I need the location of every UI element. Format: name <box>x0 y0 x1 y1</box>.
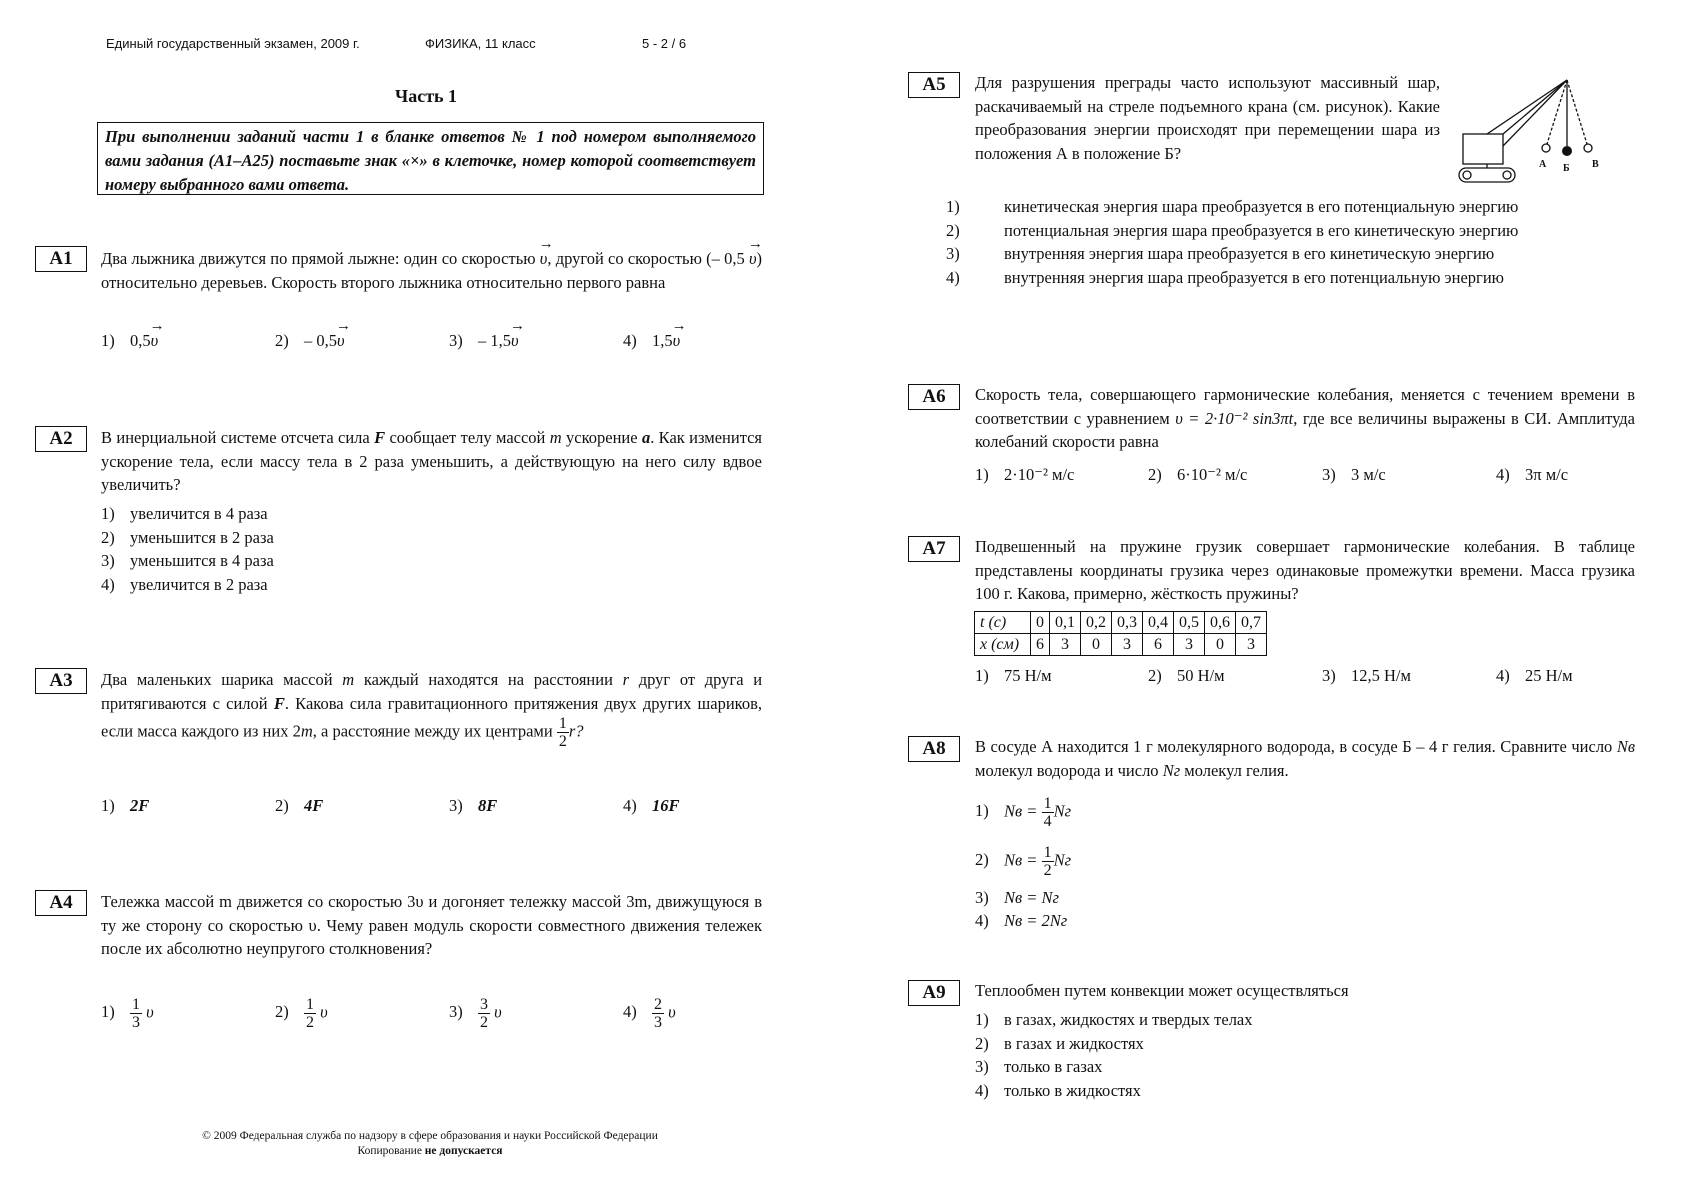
table-cell: 3 <box>1236 634 1267 656</box>
task-label-a3: A3 <box>35 668 87 694</box>
a1-option-4[interactable]: 4) 1,5→ υ <box>623 329 680 353</box>
a6-option-3[interactable]: 3) 3 м/с <box>1322 465 1386 484</box>
header-page: 5 - 2 / 6 <box>642 36 687 51</box>
a4-option-2[interactable]: 2) $\frac{1}{2}$ υ <box>275 996 328 1031</box>
a1-option-4-text: 1,5 <box>652 331 673 350</box>
a5-option-2-text: потенциальная энергия шара преобразуется в его кинетическую энергию <box>1004 220 1519 240</box>
velocity-symbol: υ <box>320 1002 328 1022</box>
a3-text-1: Два маленьких шарика массой <box>101 670 333 689</box>
a2-option-2[interactable]: 2) уменьшится в 2 раза <box>101 527 274 547</box>
a2-option-3-text: уменьшится в 4 раза <box>130 551 274 570</box>
a9-option-1-text: в газах, жидкостях и твердых телах <box>1004 1010 1253 1029</box>
a7-option-1[interactable]: 1) 75 Н/м <box>975 666 1052 685</box>
a1-option-1[interactable]: 1) 0,5→ υ <box>101 329 158 353</box>
hydrogen-count-symbol: Nв <box>1616 737 1636 756</box>
a5-option-3-text: внутренняя энергия шара преобразуется в его кинетическую энергию <box>1004 244 1495 263</box>
table-row <box>975 612 1267 634</box>
a1-option-2-text: – 0,5 <box>304 331 337 350</box>
a6-option-4-text: 3π м/с <box>1525 465 1569 484</box>
table-cell: 0 <box>1031 612 1050 634</box>
table-cell: 0,1 <box>1050 612 1081 634</box>
a3-option-4[interactable]: 4) 16F <box>623 796 680 815</box>
a5-option-3[interactable]: 3) внутренняя энергия шара преобразуется в его кинетическую энергию <box>946 244 1495 263</box>
fraction-numerator: 1 <box>306 996 314 1013</box>
a2-text-2: сообщает телу массой <box>389 428 546 447</box>
a9-option-3[interactable]: 3) только в газах <box>975 1057 1103 1076</box>
velocity-vector: → υ <box>673 329 681 353</box>
question-a8-text <box>975 735 1635 782</box>
a1-option-3[interactable]: 3) – 1,5→ υ <box>449 329 519 353</box>
task-label-a6: A6 <box>908 384 960 410</box>
a3-option-3-text: 8F <box>478 796 498 815</box>
fraction-numerator: 2 <box>654 996 662 1013</box>
task-label-a9: A9 <box>908 980 960 1006</box>
question-a1-text <box>101 247 762 294</box>
question-a7-text: Подвешенный на пружине грузик совершает гармонические колебания. В таблице представлены координаты грузика через одинаковые промежутки времени. Масса грузика 100 г. Какова, примерно, жёсткость пружины? <box>975 537 1635 603</box>
a1-option-2[interactable]: 2) – 0,5→ υ <box>275 329 345 353</box>
a7-option-3-text: 12,5 Н/м <box>1351 666 1411 685</box>
a9-option-2-text: в газах и жидкостях <box>1004 1033 1144 1053</box>
velocity-symbol: υ <box>668 1002 676 1022</box>
ball-a <box>1542 144 1550 152</box>
table-cell: 3 <box>1112 634 1143 656</box>
table-cell: 6 <box>1143 634 1174 656</box>
a6-option-2-text: 6·10⁻² м/с <box>1177 465 1248 484</box>
a2-text-3: ускорение <box>566 428 638 447</box>
ball-v <box>1584 144 1592 152</box>
a5-option-4[interactable]: 4) внутренняя энергия шара преобразуется в его потенциальную энергию <box>946 267 1504 287</box>
figure-label-v: В <box>1592 159 1599 170</box>
table-cell: 0,7 <box>1236 612 1267 634</box>
a8-option-4[interactable]: 4) Nв = 2Nг <box>975 911 1068 930</box>
header-exam: Единый государственный экзамен, 2009 г. <box>106 36 360 51</box>
velocity-equation: υ = 2·10⁻² sin3πt <box>1175 408 1294 428</box>
a8-text-1: В сосуде А находится 1 г молекулярного водорода, в сосуде Б – 4 г гелия. Сравните число <box>975 737 1613 756</box>
a8-text-3: молекул гелия. <box>1184 760 1289 780</box>
mass-symbol: m <box>342 670 355 689</box>
track-wheel <box>1503 171 1511 179</box>
question-a6-text <box>975 383 1635 454</box>
a3-option-2-text: 4F <box>304 796 324 815</box>
a6-text-1: Скорость тела, совершающего гармонические колебания, меняется с течением времени в соответствии с уравнением <box>975 385 1635 428</box>
table-row <box>975 634 1267 656</box>
a8-text-2: молекул водорода и число <box>975 760 1159 780</box>
a9-option-4[interactable]: 4) только в жидкостях <box>975 1080 1141 1100</box>
a3-option-4-text: 16F <box>652 796 680 815</box>
task-label-a5: A5 <box>908 72 960 98</box>
a5-option-1[interactable]: 1) кинетическая энергия шара преобразуется в его потенциальную энергию <box>946 197 1519 216</box>
a3-tail: r? <box>568 721 584 741</box>
mass-symbol: m <box>300 721 313 741</box>
fraction-numerator: 3 <box>480 996 488 1013</box>
velocity-vector: → υ <box>337 329 345 353</box>
a1-text-1: Два лыжника движутся по прямой лыжне: один со скоростью <box>101 249 536 268</box>
footer <box>170 1129 690 1159</box>
fraction <box>557 715 569 750</box>
boom-line <box>1503 80 1567 146</box>
helium-count-symbol: Nг <box>1162 760 1181 780</box>
a2-option-1-text: увеличится в 4 раза <box>130 504 268 523</box>
distance-symbol: r <box>622 670 630 689</box>
crane-track <box>1459 168 1515 182</box>
question-a9-text: Теплообмен путем конвекции может осуществляться <box>975 981 1349 1000</box>
footer-copy-note <box>170 1144 690 1159</box>
a8-option-3[interactable]: 3) Nв = Nг <box>975 888 1059 907</box>
table-cell: 0,4 <box>1143 612 1174 634</box>
figure-label-a: А <box>1539 159 1547 170</box>
fraction-denominator: 3 <box>132 1014 140 1031</box>
velocity-vector: → υ <box>151 329 159 353</box>
a9-option-3-text: только в газах <box>1004 1057 1103 1076</box>
velocity-vector: → υ <box>749 247 757 271</box>
task-label-a1: A1 <box>35 246 87 272</box>
a7-option-1-text: 75 Н/м <box>1004 666 1052 685</box>
table-cell: 0 <box>1205 634 1236 656</box>
a2-text-1: В инерциальной системе отсчета сила <box>101 428 370 447</box>
part-title: Часть 1 <box>395 86 458 106</box>
velocity-vector: → υ <box>540 247 548 271</box>
a2-text-4: . Как изменится ускорение тела, если массу тела в 2 раза уменьшить, а действующую на него силу вдвое увеличить? <box>101 428 763 494</box>
coordinate-table <box>974 611 1267 656</box>
a2-option-2-text: уменьшится в 2 раза <box>130 527 274 547</box>
table-cell: 0 <box>1081 634 1112 656</box>
mass-symbol: m <box>549 428 562 447</box>
ball-b <box>1562 146 1572 156</box>
a3-text-5: , а расстояние между их центрами <box>312 721 553 741</box>
a9-options <box>975 1008 1253 1102</box>
table-cell: 3 <box>1050 634 1081 656</box>
a4-option-4[interactable]: 4) $\frac{2}{3}$ υ <box>623 996 676 1031</box>
a8-option-1-lhs: Nв = <box>1004 801 1038 821</box>
a8-option-1[interactable]: 1) Nв = $\frac{1}{4}$ Nг <box>975 795 1072 830</box>
table-cell: 3 <box>1174 634 1205 656</box>
a1-option-3-text: – 1,5 <box>478 331 511 350</box>
a3-option-3[interactable]: 3) 8F <box>449 796 498 815</box>
a7-option-4[interactable]: 4) 25 Н/м <box>1496 666 1573 685</box>
a8-option-2-rhs: Nг <box>1053 850 1072 870</box>
question-a5-text: Для разрушения преграды часто используют массивный шар, раскачиваемый на стреле подъемного крана (см. рисунок). Какие преобразования энергии происходят при перемещении шара из положения А в положение Б? <box>975 73 1440 163</box>
a3-text-3: друг от друга и притягиваются с силой <box>101 670 763 713</box>
table-cell: x (см) <box>975 634 1031 656</box>
a8-option-4-text: Nв = 2Nг <box>1004 911 1068 930</box>
a6-text-2: , где все величины выражены в СИ. Амплитуда колебаний скорости равна <box>975 408 1635 451</box>
a7-option-3[interactable]: 3) 12,5 Н/м <box>1322 666 1411 685</box>
a6-option-2[interactable]: 2) 6·10⁻² м/с <box>1148 465 1248 484</box>
question-a4-text: Тележка массой m движется со скоростью 3υ и догоняет тележку массой 3m, движущуюся в ту же сторону со скоростью υ. Чему равен модуль скорости совместного движения тележек после их абсолютно неупругого столкновения? <box>101 892 762 958</box>
a9-option-1[interactable]: 1) в газах, жидкостях и твердых телах <box>975 1010 1253 1029</box>
table-cell: 0,5 <box>1174 612 1205 634</box>
table-cell: 0,3 <box>1112 612 1143 634</box>
fraction-denominator: 4 <box>1043 813 1052 830</box>
boom-line <box>1487 80 1567 134</box>
a8-option-2[interactable]: 2) Nв = $\frac{1}{2}$ Nг <box>975 844 1072 879</box>
a9-option-2[interactable]: 2) в газах и жидкостях <box>975 1033 1144 1053</box>
fraction-denominator: 2 <box>480 1014 488 1031</box>
a1-option-1-text: 0,5 <box>130 331 151 350</box>
a1-text-3: ) относительно деревьев. Скорость второго лыжника относительно первого равна <box>101 249 763 292</box>
a8-option-2-lhs: Nв = <box>1004 850 1038 870</box>
footer-copy-text: Копирование <box>357 1145 422 1157</box>
track-wheel <box>1463 171 1471 179</box>
fraction-numerator: 1 <box>1043 844 1052 861</box>
fraction-denominator: 2 <box>558 733 567 750</box>
a5-option-1-text: кинетическая энергия шара преобразуется в его потенциальную энергию <box>1004 197 1519 216</box>
a1-text-2: , другой со скоростью (– 0,5 <box>547 249 745 268</box>
instruction-box: При выполнении заданий части 1 в бланке ответов № 1 под номером выполняемого вами задания (А1–А25) поставьте знак «×» в клеточке, номер которой соответствует номеру выбранного вами ответа. <box>97 122 764 195</box>
task-label-a7: A7 <box>908 536 960 562</box>
task-label-a4: A4 <box>35 890 87 916</box>
a2-option-1[interactable]: 1) увеличится в 4 раза <box>101 504 268 523</box>
header-subject: ФИЗИКА, 11 класс <box>425 36 536 51</box>
a4-option-3[interactable]: 3) $\frac{3}{2}$ υ <box>449 996 502 1031</box>
a3-text-4: . Какова сила гравитационного притяжения двух других шариков, если масса каждого из них 2 <box>101 693 763 741</box>
crane-cabin <box>1463 134 1503 164</box>
a3-option-2[interactable]: 2) 4F <box>275 796 324 815</box>
a6-option-3-text: 3 м/с <box>1351 465 1386 484</box>
table-cell: 0,2 <box>1081 612 1112 634</box>
a2-option-4[interactable]: 4) увеличится в 2 раза <box>101 574 268 594</box>
a3-option-1-text: 2F <box>130 796 150 815</box>
a5-option-2[interactable]: 2) потенциальная энергия шара преобразуется в его кинетическую энергию <box>946 220 1519 240</box>
a6-option-4[interactable]: 4) 3π м/с <box>1496 465 1569 484</box>
footer-copyright: © 2009 Федеральная служба по надзору в сфере образования и науки Российской Федерации <box>202 1130 658 1142</box>
table-cell: 6 <box>1031 634 1050 656</box>
a4-option-1[interactable]: 1) $\frac{1}{3}$ υ <box>101 996 154 1031</box>
a2-option-4-text: увеличится в 2 раза <box>130 574 268 594</box>
fraction-numerator: 1 <box>132 996 140 1013</box>
a9-option-4-text: только в жидкостях <box>1004 1080 1141 1100</box>
a3-option-1[interactable]: 1) 2F <box>101 796 150 815</box>
fraction-denominator: 3 <box>654 1014 662 1031</box>
fraction-numerator: 1 <box>558 715 567 732</box>
a8-option-1-rhs: Nг <box>1053 801 1072 821</box>
figure-label-b: Б <box>1563 163 1570 174</box>
force-symbol: F <box>374 428 386 447</box>
velocity-symbol: υ <box>146 1002 154 1022</box>
velocity-vector: → υ <box>511 329 519 353</box>
a7-option-2[interactable]: 2) 50 Н/м <box>1148 666 1225 685</box>
task-label-a8: A8 <box>908 736 960 762</box>
task-label-a2: A2 <box>35 426 87 452</box>
a7-option-2-text: 50 Н/м <box>1177 666 1225 685</box>
question-a3-text <box>101 668 762 750</box>
a5-option-4-text: внутренняя энергия шара преобразуется в его потенциальную энергию <box>1004 267 1504 287</box>
table-cell: t (c) <box>975 612 1031 634</box>
velocity-symbol: υ <box>494 1002 502 1022</box>
a5-options <box>946 195 1630 289</box>
a6-option-1-text: 2·10⁻² м/с <box>1004 465 1075 484</box>
crane-figure <box>1457 76 1617 186</box>
a2-options <box>101 502 274 596</box>
a7-option-4-text: 25 Н/м <box>1525 666 1573 685</box>
a2-option-3[interactable]: 3) уменьшится в 4 раза <box>101 551 274 570</box>
a6-option-1[interactable]: 1) 2·10⁻² м/с <box>975 465 1075 484</box>
fraction-numerator: 1 <box>1043 795 1052 812</box>
fraction-denominator: 2 <box>306 1014 314 1031</box>
boom-line <box>1503 80 1567 134</box>
fraction-denominator: 2 <box>1043 862 1052 879</box>
a3-text-2: каждый находятся на расстоянии <box>363 670 613 689</box>
question-a2-text <box>101 426 762 497</box>
rope-v <box>1567 80 1587 144</box>
a8-option-3-text: Nв = Nг <box>1004 888 1059 907</box>
footer-copy-bold: не допускается <box>424 1145 503 1157</box>
force-symbol: F <box>273 693 285 713</box>
acceleration-symbol: a <box>641 428 651 447</box>
table-cell: 0,6 <box>1205 612 1236 634</box>
